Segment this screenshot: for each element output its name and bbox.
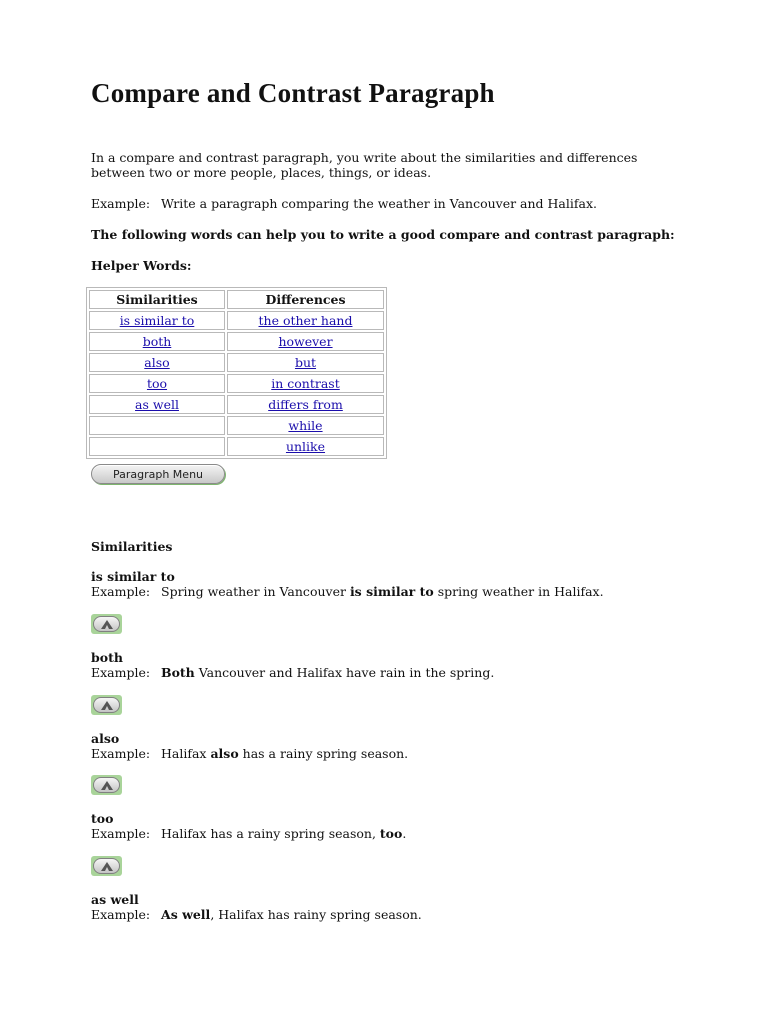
link-unlike[interactable]: unlike [285,439,326,454]
table-row [89,395,384,414]
link-differs-from[interactable]: differs from [268,397,343,412]
up-arrow-icon [101,781,113,790]
entry-example-pre: Halifax has a rainy spring season, [161,826,380,841]
link-is-similar-to[interactable]: is similar to [119,313,195,328]
entry-example [91,746,408,761]
table-cell [227,395,384,414]
entry-also [91,731,408,761]
entry-example-label: Example: [91,665,151,680]
link-but[interactable]: but [294,355,317,370]
link-as-well[interactable]: as well [135,397,179,412]
up-arrow-icon [101,701,113,710]
up-arrow-icon [101,862,113,871]
back-to-top-button[interactable] [91,856,122,876]
entry-example-bold: also [210,746,239,761]
entry-example [91,907,422,922]
entry-both [91,650,494,680]
entry-term: is similar to [91,569,175,584]
entry-term: as well [91,892,139,907]
table-cell [89,353,225,372]
link-too[interactable]: too [146,376,168,391]
table-cell [227,311,384,330]
table-cell [89,374,225,393]
entry-example-label: Example: [91,907,151,922]
helper-words-title: Helper Words: [91,258,192,273]
table-row [89,374,384,393]
table-cell-empty [89,437,225,456]
table-cell [227,332,384,351]
table-row [89,353,384,372]
table-cell-empty [89,416,225,435]
entry-example-post: Vancouver and Halifax have rain in the spring. [194,665,495,680]
back-to-top-button[interactable] [91,775,122,795]
entry-example-post: , Halifax has rainy spring season. [210,907,422,922]
entry-example-bold: is similar to [349,584,434,599]
similarities-heading: Similarities [91,539,173,554]
header-similarities: Similarities [89,290,225,309]
entry-as-well [91,892,422,922]
entry-term: both [91,650,123,665]
link-however[interactable]: however [278,334,333,349]
table-cell [227,374,384,393]
entry-example [91,665,494,680]
entry-example [91,584,604,599]
entry-example-post: . [402,826,407,841]
entry-example-label: Example: [91,826,151,841]
table-row [89,332,384,351]
table-cell [227,416,384,435]
intro-paragraph: In a compare and contrast paragraph, you write about the similarities and differences between two or more people, places, things, or ideas. [91,150,638,180]
entry-example-bold: Both [161,665,195,680]
table-cell [89,395,225,414]
link-also[interactable]: also [144,355,170,370]
entry-term: too [91,811,114,826]
paragraph-menu-button[interactable]: Paragraph Menu [91,464,225,484]
page-title: Compare and Contrast Paragraph [91,78,495,108]
header-differences: Differences [227,290,384,309]
table-header-row [89,290,384,309]
helper-intro: The following words can help you to write a good compare and contrast paragraph: [91,227,675,242]
back-to-top-button[interactable] [91,614,122,634]
entry-term: also [91,731,120,746]
entry-example-label: Example: [91,746,151,761]
up-arrow-icon [101,620,113,629]
helper-words-table [86,287,387,459]
entry-example-label: Example: [91,584,151,599]
table-cell [227,353,384,372]
table-row [89,311,384,330]
table-row [89,437,384,456]
entry-example-pre: Halifax [161,746,211,761]
table-cell [89,332,225,351]
entry-example-bold: too [379,826,403,841]
entry-is-similar-to [91,569,604,599]
example-label: Example: [91,196,151,211]
entry-example-pre: Spring weather in Vancouver [161,584,350,599]
table-row [89,416,384,435]
entry-example-post: spring weather in Halifax. [433,584,604,599]
example-line [91,196,597,211]
example-text: Write a paragraph comparing the weather in Vancouver and Halifax. [161,196,597,211]
link-the-other-hand[interactable]: the other hand [258,313,353,328]
link-while[interactable]: while [288,418,323,433]
table-cell [89,311,225,330]
entry-example [91,826,406,841]
link-both[interactable]: both [142,334,172,349]
entry-example-post: has a rainy spring season. [238,746,409,761]
entry-example-bold: As well [161,907,211,922]
link-in-contrast[interactable]: in contrast [271,376,340,391]
entry-too [91,811,406,841]
back-to-top-button[interactable] [91,695,122,715]
table-cell [227,437,384,456]
